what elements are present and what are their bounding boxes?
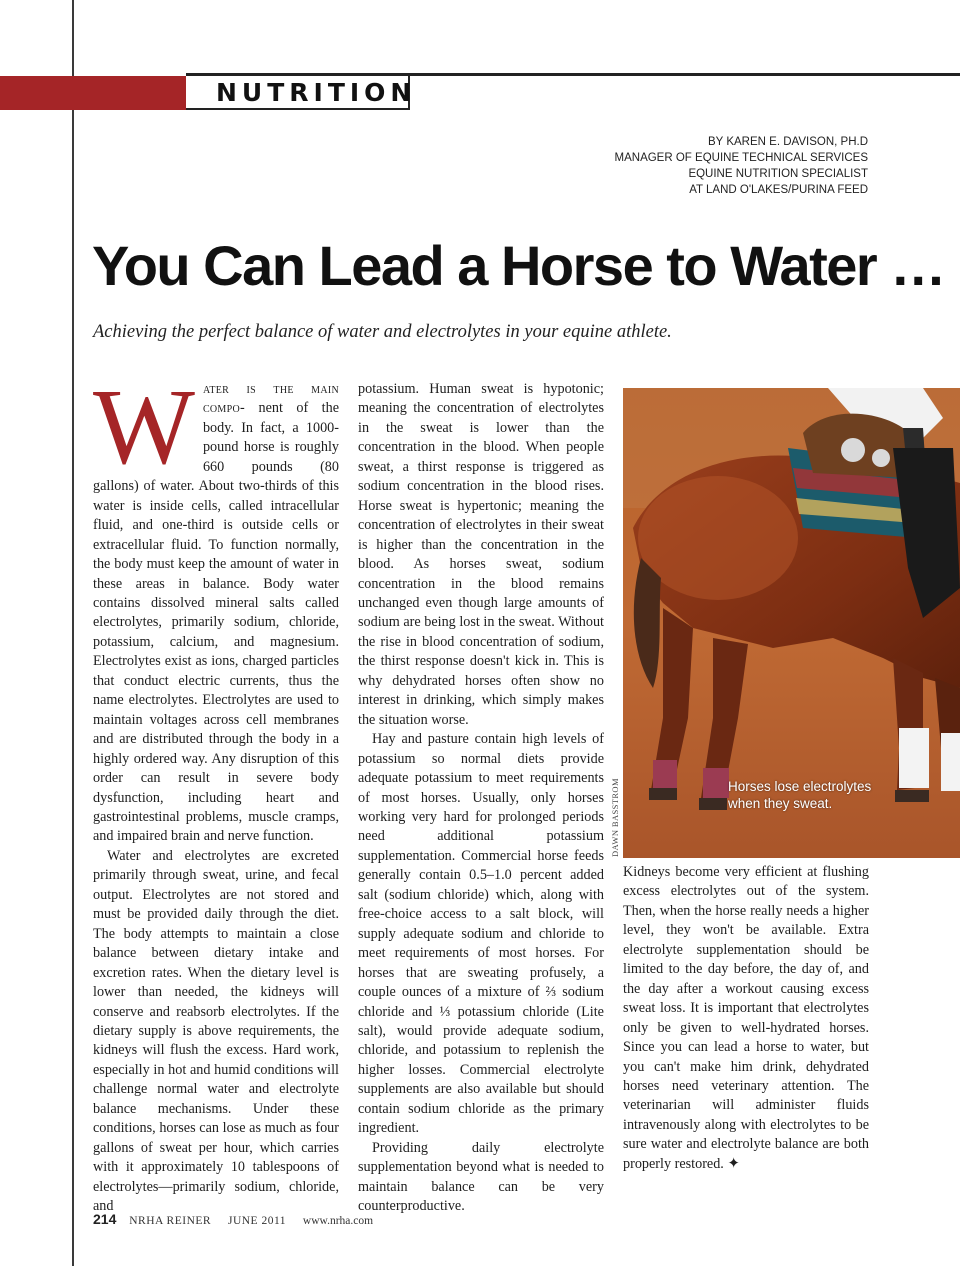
article-paragraph: potassium. Human sweat is hypotonic; meaning the concentration of electrolytes in the sweat is lower than the concentration in the blood. When people sweat, a thirst response is triggered as sodium concentration in the blood rises. Horse sweat is hypertonic; meaning the concentration of electrolytes in their sweat is higher than the concentration in the blood. As horses sweat, sodium concentration in the blood remains unchanged even though large amounts of sodium are being lost in the sweat. Without the rise in blood concentration of sodium, the thirst response doesn't kick in. This is why dehydrated horses often show no interest in drinking, which simply makes the situation worse. xyxy=(358,381,604,728)
byline xyxy=(615,134,868,198)
left-margin-rule xyxy=(72,0,74,1266)
end-mark-icon: ✦ xyxy=(727,1155,740,1172)
section-label: NUTRITION xyxy=(216,78,417,107)
lead-in: ater is the main compo- xyxy=(202,381,339,417)
article-paragraph: Hay and pasture contain high levels of potassium so normal diets provide adequate potassium to meet requirements of most horses. Usually, only horses working very hard for prolonged periods need additional potassium supplementation. Commercial horse feeds generally contain 0.5–1.0 percent added salt (sodium chloride) which, along with free-choice access to a salt block, will supply adequate sodium and chloride to meet requirements of most horses. For horses that are sweating profusely, a couple ounces of a mixture of ⅔ sodium chloride and ⅓ potassium chloride (Lite salt), would provide adequate sodium, chloride, and potassium to replenish the higher losses. Commercial electrolyte supplements are also available but should contain sodium chloride as the primary ingredient. xyxy=(358,731,604,1137)
magazine-name: NRHA REINER xyxy=(129,1215,212,1227)
article-title: You Can Lead a Horse to Water … xyxy=(92,234,945,297)
page-footer xyxy=(93,1211,373,1227)
byline-role: MANAGER OF EQUINE TECHNICAL SERVICES xyxy=(614,152,868,164)
article-column-2 xyxy=(358,380,604,1216)
drop-cap: W xyxy=(93,368,195,487)
page-number: 214 xyxy=(93,1211,117,1227)
paragraph-text: nent of the body. In fact, a 1000-pound horse is roughly 660 pounds (80 gallons) of water. About two-thirds of this water is inside cells, called intracellular fluid, and one-third is outside cells or extracellular fluid. To function normally, the body must keep the amount of water in these areas in balance. Body water contains dissolved mineral salts called electrolytes, primarily sodium, chloride, potassium, calcium, and magnesium. Electrolytes exist as ions, charged particles that conduct electric currents, thus the name electrolytes. Electrolytes are used to maintain voltages across cell membranes and are distributed through the body in a highly ordered way. Any disruption of this order can result in severe body dysfunction, including heart and gastrointestinal problems, muscle cramps, and impaired brain and nerve function. xyxy=(93,400,340,845)
paragraph-text: Kidneys become very efficient at flushing excess electrolytes out of the system. Then, when the horse really needs a higher level, they won't be available. Extra electrolyte supplementation should be limited to the day before, the day of, and the day after a workout causing excess sweat loss. It is important that electrolytes only be given to well-hydrated horses. Since you can lead a horse to water, but you can't make him drink, dehydrated horses need veterinary attention. The veterinarian will administer fluids intravenously along with electrolytes to be sure water and electrolyte balance are both properly restored. xyxy=(623,864,869,1172)
article-paragraph xyxy=(93,368,340,847)
article-column-1 xyxy=(93,368,340,1216)
photo-credit: DAWN BASSTROM xyxy=(610,778,620,857)
article-paragraph: Providing daily electrolyte supplementation beyond what is needed to maintain balance can be very counterproductive. xyxy=(358,1139,604,1215)
article-column-3 xyxy=(623,863,869,1174)
byline-author: BY KAREN E. DAVISON, PH.D xyxy=(708,136,868,148)
caption-line: Horses lose electrolytes xyxy=(728,779,872,794)
byline-role: EQUINE NUTRITION SPECIALIST xyxy=(688,168,868,180)
article-paragraph xyxy=(623,863,869,1174)
article-paragraph: Water and electrolytes are excreted primarily through sweat, urine, and fecal output. Electrolytes are not stored and must be provided daily through the diet. The body attempts to maintain a close balance between dietary intake and excretion rates. When the dietary level is lower than needed, the kidneys will conserve and reabsorb electrolytes. If the dietary supply is above requirements, the kidneys will flush the excess. Hard work, especially in hot and humid conditions will challenge normal water and electrolyte balance mechanisms. Under these conditions, horses can lose as much as four gallons of sweat per hour, which carries with it approximately 10 tablespoons of electrolytes—primarily sodium, chloride, and xyxy=(93,847,339,1215)
section-banner-red-bar xyxy=(0,76,186,110)
website-url: www.nrha.com xyxy=(302,1215,374,1227)
caption-line: when they sweat. xyxy=(728,796,833,811)
photo-caption xyxy=(728,778,871,812)
byline-company: AT LAND O'LAKES/PURINA FEED xyxy=(689,184,868,196)
issue-date: JUNE 2011 xyxy=(227,1215,287,1227)
article-subtitle: Achieving the perfect balance of water and electrolytes in your equine athlete. xyxy=(93,322,672,342)
